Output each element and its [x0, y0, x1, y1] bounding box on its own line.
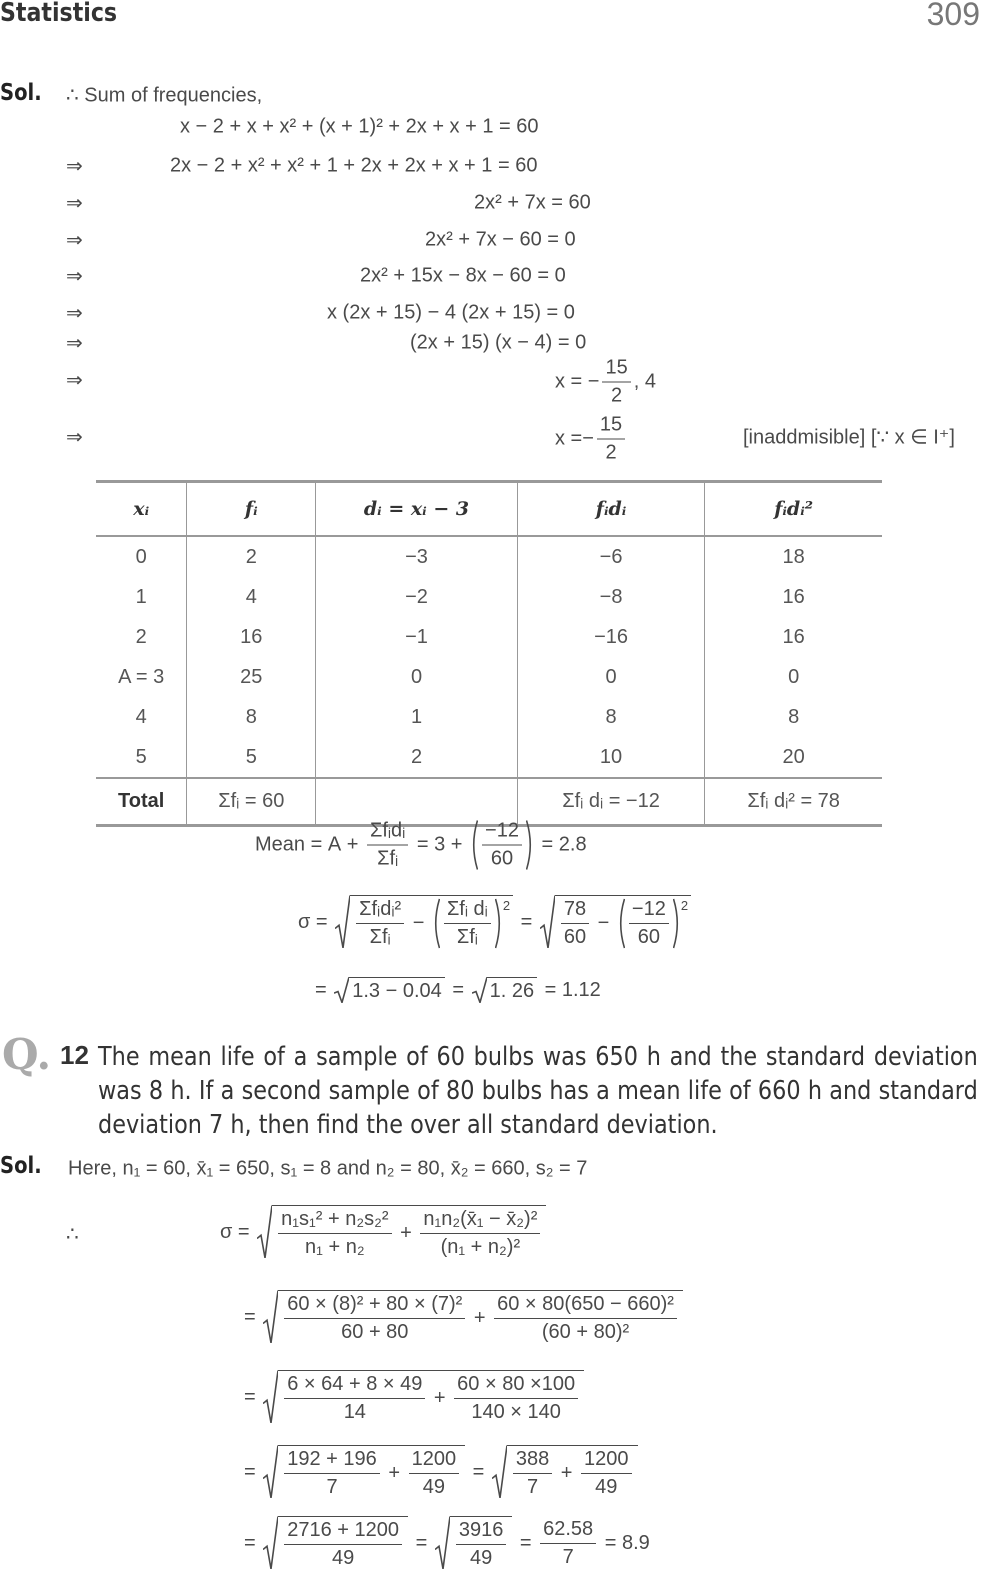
denominator: [488, 846, 516, 871]
implies-icon: ⇒: [66, 155, 83, 178]
math-text: Σfᵢ: [377, 847, 399, 870]
fraction: [284, 1293, 465, 1344]
denominator: [367, 924, 394, 949]
numerator: [456, 1519, 507, 1545]
table-cell: 0: [517, 657, 704, 697]
numerator: [602, 357, 630, 383]
implies-icon: ⇒: [66, 302, 83, 325]
fraction: [456, 1519, 507, 1570]
square-root: [257, 1205, 546, 1259]
math-text: =: [244, 1305, 262, 1328]
math-text: =: [467, 1460, 490, 1483]
denominator: [608, 383, 625, 408]
fraction: [284, 1448, 380, 1499]
math-text: −12: [631, 898, 666, 920]
square-root: [435, 1516, 513, 1570]
math-text: 15: [605, 356, 628, 379]
table-cell: 16: [187, 617, 316, 657]
numerator: [513, 1448, 552, 1474]
page-number: 309: [926, 0, 980, 32]
math-text: 49: [469, 1547, 493, 1569]
math-text: −12: [485, 819, 519, 842]
math-text: 62.58: [543, 1517, 594, 1540]
implies-icon: ⇒: [66, 426, 83, 449]
math-text: n₁ + n₂: [305, 1236, 365, 1258]
table-cell: Σfᵢ = 60: [187, 778, 316, 826]
table-row: [96, 577, 882, 617]
denominator: [454, 924, 481, 949]
math-text: 2: [611, 384, 623, 407]
denominator: [323, 1474, 340, 1499]
math-text: 60 × 80(650 − 660)²: [497, 1293, 674, 1315]
math-text: , 4: [633, 370, 656, 393]
table-cell: −8: [517, 577, 704, 617]
fraction: [494, 1293, 677, 1344]
math-text: = 1.12: [539, 978, 601, 1001]
math-text: 60 + 80: [341, 1321, 409, 1343]
math-text: 140 × 140: [471, 1401, 561, 1423]
math-text: =: [244, 1385, 262, 1408]
radicand: [555, 895, 691, 949]
radical-sign-icon: [335, 895, 350, 949]
radical-sign-icon: [492, 1445, 507, 1499]
table-row: [96, 697, 882, 737]
table-cell: 25: [187, 657, 316, 697]
equation-step: [327, 302, 575, 325]
denominator: [635, 924, 663, 949]
numerator: [409, 1448, 460, 1474]
denominator: [602, 440, 619, 465]
math-text: Σfᵢ dᵢ: [446, 898, 488, 920]
table-cell: 4: [135, 705, 147, 728]
math-text: x =−: [555, 427, 594, 450]
math-text: x − 2 + x + x² + (x + 1)² + 2x + x + 1 = 60: [180, 115, 539, 138]
math-text: = 8.9: [599, 1531, 650, 1554]
table-header-row: [96, 482, 882, 537]
math-text: −: [407, 912, 430, 934]
numerator: [581, 1448, 632, 1474]
radicand: [507, 1445, 638, 1499]
inadmissible-note: [inaddmisible] [∵ x ∈ I⁺]: [743, 426, 955, 449]
question-number: 12: [60, 1040, 89, 1070]
mean-calculation: [255, 820, 587, 871]
math-text: n₁n₂(x̄₁ − x̄₂)²: [423, 1208, 538, 1230]
fraction: [540, 1518, 596, 1569]
fraction: [454, 1373, 578, 1424]
numerator: [540, 1518, 596, 1544]
radicand: [278, 1516, 408, 1570]
math-text: x (2x + 15) − 4 (2x + 15) = 0: [327, 301, 575, 324]
math-text: 1. 26: [489, 980, 535, 1002]
radicand: [349, 977, 445, 1003]
math-text: Σfᵢ: [456, 926, 478, 948]
math-text: 60 × (8)² + 80 × (7)²: [287, 1293, 463, 1315]
table-row: [96, 617, 882, 657]
radical-sign-icon: [257, 1205, 272, 1259]
square-root: [540, 895, 691, 949]
denominator: [561, 924, 589, 949]
fraction: [482, 820, 522, 871]
denominator: [524, 1474, 541, 1499]
parenthesized: [615, 898, 688, 949]
math-text: 78: [563, 898, 587, 920]
denominator: [341, 1399, 369, 1424]
square-root: [263, 1370, 584, 1424]
table-cell: 8: [187, 697, 316, 737]
table-cell: 5: [187, 737, 316, 778]
fraction: [284, 1519, 402, 1570]
math-text: 60: [563, 926, 587, 948]
math-text: 60 × 80 ×100: [457, 1373, 576, 1395]
sigma-calculation: [298, 895, 693, 949]
table-cell: −2: [316, 577, 518, 617]
math-text: −: [592, 912, 615, 934]
math-text: (2x + 15) (x − 4) = 0: [410, 331, 587, 354]
numerator: [597, 414, 625, 440]
table-cell: 2: [187, 536, 316, 577]
math-text: 2x² + 7x − 60 = 0: [425, 228, 576, 251]
equation-step: [410, 332, 586, 355]
given-values: Here, n₁ = 60, x̄₁ = 650, s₁ = 8 and n₂ = 80, x̄₂ = 660, s₂ = 7: [68, 1157, 588, 1180]
combined-sd-step: [244, 1290, 685, 1344]
radical-sign-icon: [263, 1516, 278, 1570]
table-cell: Σfᵢ dᵢ² = 78: [705, 778, 882, 826]
equation-step: [555, 414, 628, 465]
math-text: 2716 + 1200: [287, 1519, 400, 1541]
square-root: [334, 977, 445, 1003]
numerator: [454, 1373, 578, 1399]
radicand: [487, 977, 537, 1003]
running-header-title: Statistics: [0, 0, 118, 28]
table-cell: −3: [316, 536, 518, 577]
numerator: [482, 820, 522, 846]
denominator: [374, 846, 401, 871]
math-text: 7: [326, 1476, 338, 1498]
fraction: [602, 357, 630, 408]
math-text: =: [515, 910, 538, 933]
fraction: [629, 898, 669, 949]
implies-icon: ⇒: [66, 265, 83, 288]
table-cell: 0: [316, 657, 518, 697]
numerator: [420, 1208, 540, 1234]
radicand: [278, 1370, 584, 1424]
math-text: 49: [422, 1476, 445, 1498]
exponent: 2: [680, 898, 689, 913]
math-text: 192 + 196: [287, 1448, 377, 1470]
math-text: 49: [595, 1476, 618, 1498]
table-cell: 8: [705, 697, 882, 737]
math-text: 1200: [411, 1448, 457, 1470]
left-paren-icon: [432, 898, 440, 949]
combined-sd-step: [244, 1516, 650, 1570]
total-row: [96, 778, 882, 826]
math-text: 2x − 2 + x² + x² + 1 + 2x + 2x + x + 1 = 60: [170, 154, 538, 177]
table-cell: 16: [705, 577, 882, 617]
math-text: +: [382, 1462, 406, 1484]
fraction: [513, 1448, 552, 1499]
numerator: [284, 1293, 465, 1319]
right-paren-icon: [526, 820, 534, 871]
table-row: [96, 657, 882, 697]
math-text: Σfᵢdᵢ: [369, 819, 406, 842]
numerator: [284, 1519, 402, 1545]
math-text: 14: [343, 1401, 366, 1423]
denominator: [468, 1399, 564, 1424]
math-text: Mean = A +: [255, 833, 364, 856]
combined-sd-step: [244, 1445, 640, 1499]
combined-sd-formula: [220, 1205, 548, 1259]
square-root: [263, 1290, 683, 1344]
radical-sign-icon: [263, 1370, 278, 1424]
table-cell: 4: [187, 577, 316, 617]
math-text: 7: [527, 1476, 539, 1498]
radical-sign-icon: [472, 977, 487, 1003]
numerator: [367, 820, 408, 846]
table-cell: 0: [705, 657, 882, 697]
solution-label: Sol.: [0, 1153, 42, 1179]
table-cell: −1: [316, 617, 518, 657]
math-text: 3916: [458, 1519, 504, 1541]
math-text: σ =: [220, 1220, 256, 1243]
table-cell: 5: [135, 745, 147, 768]
implies-icon: ⇒: [66, 369, 83, 392]
math-text: 15: [599, 413, 623, 436]
implies-icon: ⇒: [66, 229, 83, 252]
equation-step: [360, 265, 566, 288]
math-text: 60: [490, 847, 514, 870]
denominator: [302, 1234, 368, 1259]
math-text: =: [315, 978, 333, 1001]
numerator: [494, 1293, 677, 1319]
radicand: [278, 1445, 465, 1499]
math-text: +: [555, 1462, 579, 1484]
math-text: 2: [605, 441, 617, 464]
parenthesized: [430, 898, 510, 949]
radical-sign-icon: [540, 895, 555, 949]
right-paren-icon: [495, 898, 503, 949]
math-text: =: [244, 1531, 262, 1554]
radicand: [278, 1290, 683, 1344]
column-header: fᵢdᵢ²: [705, 482, 882, 537]
radical-sign-icon: [435, 1516, 450, 1570]
math-text: = 3 +: [411, 833, 469, 856]
implies-icon: ⇒: [66, 192, 83, 215]
math-text: =: [514, 1531, 538, 1554]
equation-step: [170, 155, 537, 178]
square-root: [472, 977, 537, 1003]
math-text: +: [468, 1307, 492, 1329]
equation-step: [474, 192, 591, 215]
column-header: dᵢ = xᵢ − 3: [316, 482, 518, 537]
math-text: 7: [562, 1545, 574, 1568]
column-header: xᵢ: [96, 482, 187, 537]
math-text: 2x² + 7x = 60: [474, 191, 591, 214]
math-text: (n₁ + n₂)²: [440, 1236, 521, 1258]
table-cell: 20: [705, 737, 882, 778]
math-text: +: [428, 1387, 452, 1409]
right-paren-icon: [673, 898, 681, 949]
table-cell: 1: [316, 697, 518, 737]
fraction: [581, 1448, 632, 1499]
numerator: [284, 1373, 425, 1399]
math-text: 388: [515, 1448, 550, 1470]
table-cell: 16: [705, 617, 882, 657]
math-text: +: [394, 1222, 418, 1244]
denominator: [420, 1474, 448, 1499]
math-text: σ =: [298, 910, 334, 933]
fraction: [356, 898, 404, 949]
fraction: [561, 898, 589, 949]
numerator: [278, 1208, 391, 1234]
math-text: =: [410, 1531, 433, 1554]
parenthesized: [468, 820, 536, 871]
math-text: 1.3 − 0.04: [352, 980, 442, 1002]
table-cell: −16: [517, 617, 704, 657]
math-text: =: [244, 1460, 262, 1483]
implies-icon: ⇒: [66, 332, 83, 355]
solution-label: Sol.: [0, 80, 42, 106]
fraction: [409, 1448, 460, 1499]
table-cell: Total: [96, 778, 187, 826]
left-paren-icon: [617, 898, 625, 949]
table-cell: 2: [316, 737, 518, 778]
square-root: [492, 1445, 638, 1499]
equation-step: [555, 357, 656, 408]
radical-sign-icon: [263, 1290, 278, 1344]
equation-step: [425, 229, 576, 252]
exponent: 2: [502, 898, 511, 913]
math-text: 49: [332, 1547, 355, 1569]
table-row: [96, 737, 882, 778]
denominator: [338, 1319, 411, 1344]
math-text: 6 × 64 + 8 × 49: [287, 1373, 423, 1395]
question-text: The mean life of a sample of 60 bulbs was 650 h and the standard deviation was 8 h. If a second sample of 80 bulbs has a mean life of 660 h and standard deviation 7 h, then find the over all standard deviation.: [98, 1042, 978, 1140]
solution-intro: ∴ Sum of frequencies,: [66, 84, 263, 107]
parentheses: [617, 898, 681, 949]
table-cell: 2: [135, 625, 147, 648]
denominator: [467, 1545, 495, 1570]
numerator: [561, 898, 589, 924]
math-text: Σfᵢdᵢ²: [359, 898, 402, 920]
math-text: x = −: [555, 370, 600, 393]
radical-sign-icon: [263, 1445, 278, 1499]
radical-sign-icon: [334, 977, 349, 1003]
table-cell: 10: [517, 737, 704, 778]
table-cell: Σfᵢ dᵢ = −12: [517, 778, 704, 826]
math-text: =: [446, 978, 470, 1001]
math-text: Σfᵢ: [369, 926, 391, 948]
table-cell: 0: [135, 545, 147, 568]
square-root: [263, 1445, 465, 1499]
combined-sd-step: [244, 1370, 586, 1424]
therefore-symbol: ∴: [66, 1223, 79, 1246]
square-root: [335, 895, 513, 949]
math-text: 60: [637, 926, 660, 948]
column-header: fᵢdᵢ: [517, 482, 704, 537]
fraction: [284, 1373, 425, 1424]
parentheses: [432, 898, 503, 949]
equation-step: [180, 116, 539, 139]
fraction: [367, 820, 408, 871]
denominator: [592, 1474, 620, 1499]
numerator: [356, 898, 404, 924]
square-root: [263, 1516, 408, 1570]
denominator: [329, 1545, 357, 1570]
math-text: (60 + 80)²: [541, 1321, 630, 1343]
denominator: [560, 1544, 577, 1569]
column-header: fᵢ: [187, 482, 316, 537]
radicand: [272, 1205, 546, 1259]
denominator: [438, 1234, 524, 1259]
fraction: [420, 1208, 540, 1259]
fraction: [444, 898, 491, 949]
sigma-result: [315, 977, 601, 1003]
math-text: 2x² + 15x − 8x − 60 = 0: [360, 264, 566, 287]
math-text: n₁s₁² + n₂s₂²: [281, 1208, 389, 1230]
deviation-table: [96, 480, 882, 827]
table-cell: 1: [135, 585, 147, 608]
parentheses: [470, 820, 534, 871]
numerator: [444, 898, 491, 924]
numerator: [629, 898, 669, 924]
radicand: [350, 895, 513, 949]
math-text: = 2.8: [535, 833, 587, 856]
left-paren-icon: [470, 820, 478, 871]
fraction: [278, 1208, 391, 1259]
math-text: 1200: [584, 1448, 629, 1470]
table-row: [96, 536, 882, 577]
numerator: [284, 1448, 380, 1474]
table-cell: 8: [517, 697, 704, 737]
fraction: [597, 414, 625, 465]
table-cell: [316, 778, 518, 826]
radicand: [450, 1516, 513, 1570]
denominator: [539, 1319, 632, 1344]
table-cell: 18: [705, 536, 882, 577]
table-cell: −6: [517, 536, 704, 577]
table-cell: A = 3: [118, 665, 165, 688]
question-mark-icon: Q.: [2, 1030, 52, 1079]
